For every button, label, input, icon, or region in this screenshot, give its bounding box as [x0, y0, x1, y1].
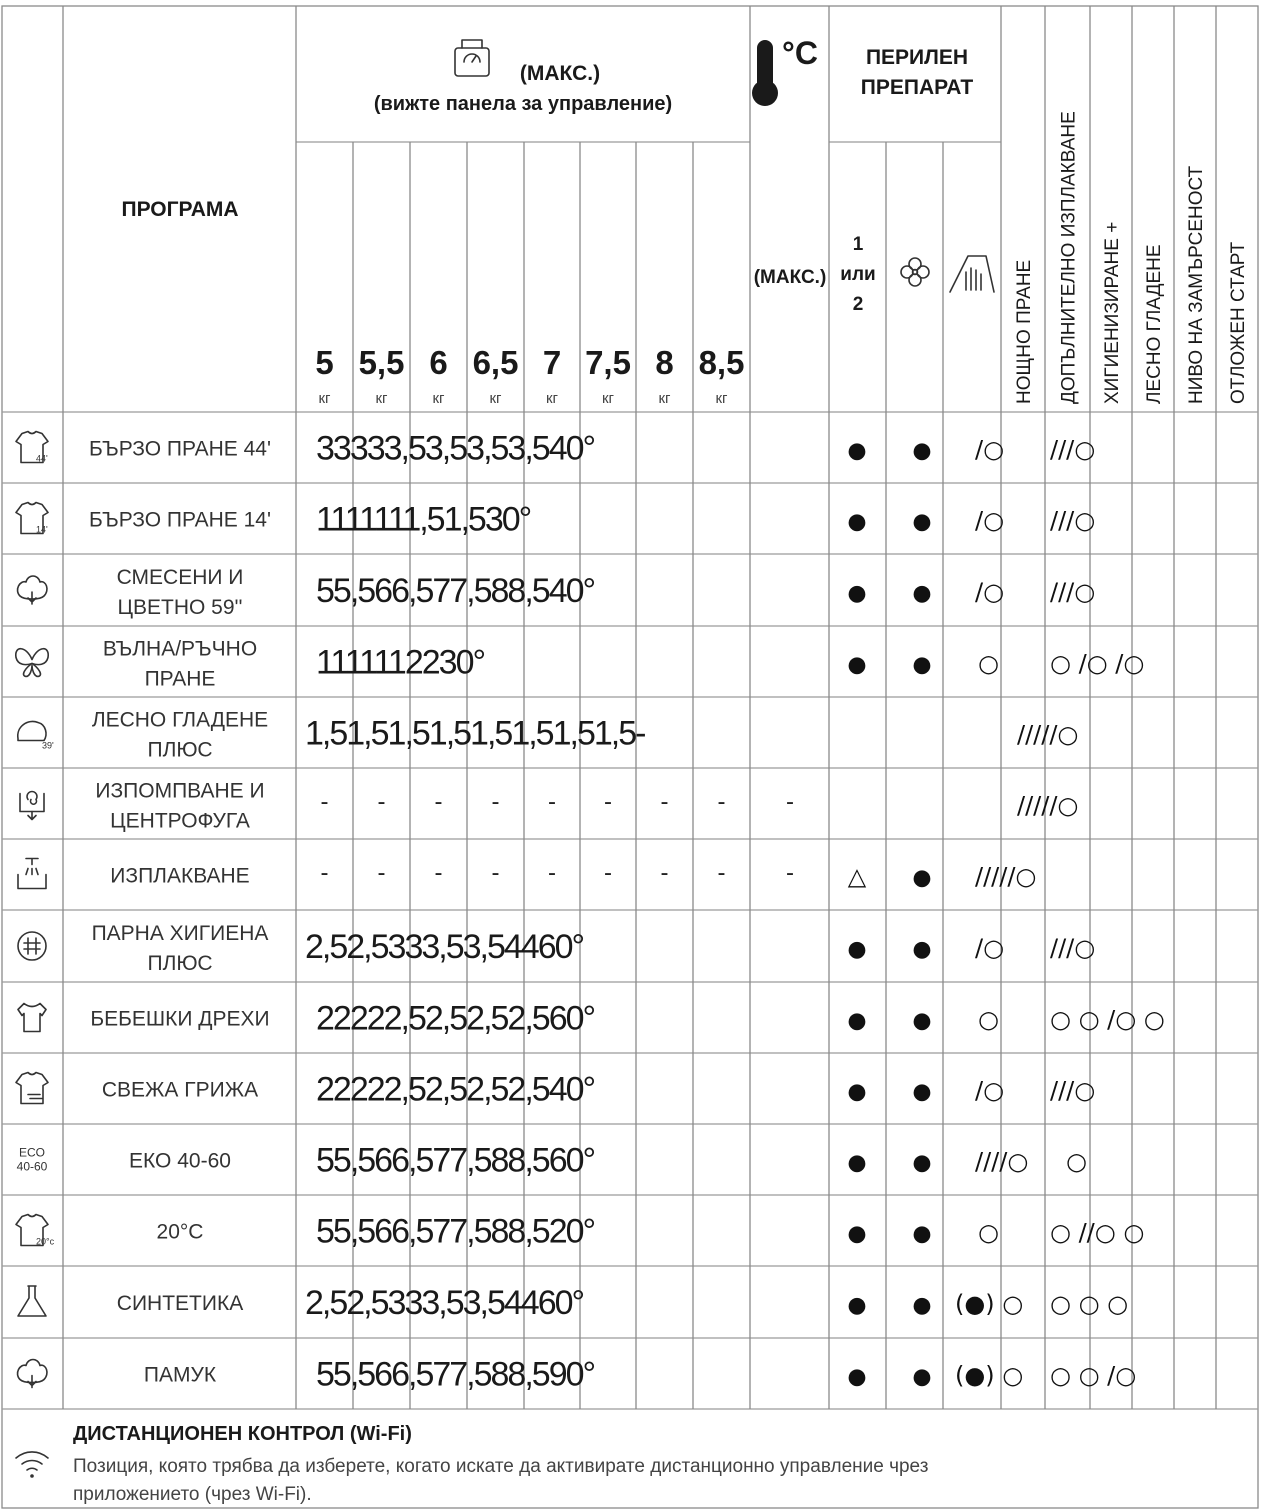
detergent-marker: ●	[847, 438, 867, 464]
program-name: ИЗПОМПВАНЕ И	[95, 779, 265, 803]
option-header: ЛЕСНО ГЛАДЕНЕ	[1144, 244, 1165, 404]
capacity-unit: кг	[658, 390, 671, 407]
capacity-unit: кг	[375, 390, 388, 407]
option-marks: (●) ○	[955, 1290, 1024, 1318]
table-row	[18, 566, 1096, 619]
option-marks: ○	[978, 649, 999, 678]
option-header: НОЩНО ПРАНЕ	[1014, 259, 1035, 404]
option-marks: /○	[975, 1076, 1005, 1105]
program-rows	[16, 430, 1165, 1394]
option-marks: /////○	[975, 862, 1037, 891]
option-header: НИВО НА ЗАМЪРСЕНОСТ	[1186, 165, 1207, 404]
empty-value: -	[717, 788, 726, 816]
empty-value: -	[717, 859, 726, 887]
load-max-label: (МАКС.)	[519, 62, 601, 85]
program-name: БЪРЗО ПРАНЕ 44'	[89, 437, 271, 461]
load-temperature-values: 55,566,577,588,540°	[316, 572, 595, 610]
empty-value: -	[434, 859, 443, 887]
table-row	[18, 709, 1079, 762]
easy-iron-icon	[18, 721, 54, 750]
capacity-unit: кг	[489, 390, 502, 407]
empty-value: -	[377, 859, 386, 887]
table-row	[18, 1284, 1128, 1322]
load-temperature-values: 55,566,577,588,520°	[316, 1212, 595, 1251]
program-name: БЪРЗО ПРАНЕ 14'	[89, 508, 271, 532]
svg-text:20°c: 20°c	[36, 1236, 55, 1247]
option-marks-extra: ///○	[1050, 1076, 1096, 1105]
eco-40-60-icon	[17, 1146, 48, 1174]
load-temperature-values: 1111111,51,530°	[316, 500, 531, 539]
detergent-marker: ●	[847, 1364, 867, 1390]
table-row	[17, 1142, 1087, 1180]
svg-text:14': 14'	[36, 524, 48, 535]
option-header: ОТЛОЖЕН СТАРТ	[1228, 241, 1249, 404]
capacity-value: 7	[542, 344, 562, 381]
baby-clothes-icon	[18, 1004, 46, 1032]
svg-text:ECO: ECO	[18, 1145, 46, 1160]
steam-hygiene-icon	[18, 932, 46, 960]
empty-value: -	[434, 788, 443, 816]
table-row	[18, 1000, 1165, 1038]
option-marks-extra: ○ //○ ○	[1050, 1218, 1145, 1247]
synthetics-icon	[18, 1286, 46, 1316]
table-row	[18, 922, 1095, 975]
option-marks: /○	[975, 506, 1005, 535]
detergent-marker: ●	[847, 509, 867, 535]
scale-icon	[455, 40, 489, 76]
shirt-44-icon	[16, 432, 48, 464]
detergent-marker: ●	[847, 1008, 867, 1034]
temperature-unit-label: °C	[782, 35, 818, 71]
load-hint-label: (вижте панела за управление)	[373, 93, 673, 115]
option-marks: ////○	[975, 1147, 1029, 1176]
option-marks-extra: ///○	[1050, 435, 1096, 464]
program-column-header: ПРОГРАМА	[121, 198, 239, 221]
empty-value: -	[548, 788, 556, 816]
option-marks-extra: ○	[1066, 1147, 1087, 1176]
capacity-value: 7,5	[585, 344, 631, 381]
capacity-value: 6,5	[472, 344, 519, 381]
table-header	[121, 35, 994, 315]
program-name: СВЕЖА ГРИЖА	[101, 1078, 259, 1102]
program-name: БЕБЕШКИ ДРЕХИ	[90, 1007, 270, 1031]
option-marks: /○	[975, 934, 1005, 962]
empty-value: -	[660, 788, 669, 816]
temperature-max-label: (МАКС.)	[753, 267, 827, 288]
softener-marker: ●	[912, 1079, 932, 1105]
option-marks-extra: ///○	[1050, 506, 1096, 535]
shirt-20c-icon	[16, 1215, 55, 1247]
softener-marker: ●	[912, 509, 932, 535]
wifi-description-line2: приложението (чрез Wi-Fi).	[73, 1484, 312, 1505]
program-name: ЕКО 40-60	[129, 1149, 231, 1173]
softener-marker: ●	[912, 1150, 932, 1176]
softener-marker: ●	[912, 1221, 932, 1247]
capacity-value: 5	[315, 344, 334, 381]
wifi-title: ДИСТАНЦИОНЕН КОНТРОЛ (Wi-Fi)	[73, 1423, 412, 1445]
table-row	[16, 1213, 1144, 1251]
detergent-title-line2: ПРЕПАРАТ	[860, 76, 974, 99]
load-temperature-values: 55,566,577,588,590°	[316, 1355, 595, 1394]
option-marks: (●) ○	[955, 1361, 1024, 1390]
svg-text:39': 39'	[42, 740, 54, 751]
hand-wash-icon	[950, 256, 994, 292]
program-name: ЛЕСНО ГЛАДЕНЕ	[91, 708, 269, 732]
table-row	[16, 1071, 1095, 1109]
program-name: СМЕСЕНИ И	[116, 566, 244, 589]
option-marks-extra: ○ ○ /○	[1050, 1361, 1137, 1390]
softener-marker: ●	[912, 1364, 932, 1390]
program-name: ИЗПЛАКВАНЕ	[110, 864, 250, 888]
detergent-marker: ●	[847, 1293, 867, 1318]
rinse-icon	[18, 859, 46, 889]
capacity-headers	[315, 344, 744, 407]
program-name: ВЪЛНА/РЪЧНО	[102, 637, 258, 661]
load-temperature-values: 1111112230°	[316, 643, 485, 682]
option-marks: /○	[975, 578, 1005, 606]
detergent-title-line1: ПЕРИЛЕН	[865, 46, 969, 69]
option-marks-extra: /////○	[1017, 791, 1079, 820]
empty-value: -	[491, 788, 500, 816]
capacity-unit: кг	[432, 390, 445, 407]
wifi-description-line1: Позиция, която трябва да изберете, когато искате да активирате дистанционно управление чрез	[73, 1456, 929, 1477]
capacity-unit: кг	[545, 390, 559, 407]
detergent-marker: △	[847, 862, 867, 891]
empty-value: -	[786, 788, 794, 816]
detergent-slot-line1: 1	[852, 234, 864, 255]
load-temperature-values: 22222,52,52,52,540°	[316, 1070, 595, 1109]
cotton-icon	[18, 1360, 47, 1388]
empty-value: -	[320, 859, 329, 887]
detergent-marker: ●	[847, 652, 867, 678]
table-row	[16, 501, 1095, 539]
empty-value: -	[604, 788, 612, 816]
softener-marker: ●	[912, 438, 932, 464]
shirt-14-icon	[16, 503, 48, 535]
thermometer-icon	[752, 40, 778, 106]
softener-marker: ●	[912, 652, 932, 678]
load-temperature-values: 22222,52,52,52,560°	[316, 999, 595, 1038]
empty-value: -	[604, 859, 612, 887]
program-name-line2: ПЛЮС	[147, 952, 213, 975]
program-name: 20°C	[156, 1220, 204, 1244]
table-row	[16, 430, 1095, 468]
detergent-slot-line2: или	[840, 264, 876, 285]
option-marks: ○	[978, 1218, 999, 1247]
program-name-line2: ПЛЮС	[147, 738, 213, 762]
option-marks: /○	[975, 435, 1005, 464]
load-temperature-values: 33333,53,53,53,540°	[316, 429, 595, 468]
program-name: ПАРНА ХИГИЕНА	[91, 922, 269, 945]
capacity-value: 8	[655, 344, 674, 381]
option-marks-extra: ///○	[1050, 934, 1096, 962]
detergent-marker: ●	[847, 1221, 867, 1247]
empty-value: -	[786, 859, 794, 887]
wifi-icon	[16, 1452, 48, 1478]
program-name-line2: ЦЕНТРОФУГА	[110, 809, 250, 833]
fresh-care-icon	[16, 1073, 48, 1104]
option-marks-extra: ○ ○ ○	[1050, 1290, 1129, 1318]
capacity-value: 8,5	[698, 344, 745, 381]
option-marks-extra: ///○	[1050, 578, 1096, 606]
table-row	[18, 1356, 1137, 1394]
capacity-unit: кг	[601, 390, 615, 407]
load-temperature-values: 2,52,5333,53,54460°	[305, 928, 584, 966]
svg-text:40-60: 40-60	[16, 1159, 48, 1174]
softener-marker: ●	[912, 865, 932, 891]
program-name: СИНТЕТИКА	[116, 1292, 244, 1315]
wifi-footer	[16, 1423, 928, 1505]
softener-marker: ●	[912, 581, 932, 606]
capacity-unit: кг	[715, 390, 728, 407]
table-row	[18, 859, 1036, 891]
detergent-marker: ●	[847, 1150, 867, 1176]
option-marks-extra: ○ ○ /○ ○	[1050, 1005, 1165, 1034]
softener-flower-icon	[901, 258, 929, 286]
softener-marker: ●	[912, 1293, 932, 1318]
table-row	[20, 780, 1078, 833]
softener-marker: ●	[912, 937, 932, 962]
option-header: ХИГИЕНИЗИРАНЕ +	[1102, 221, 1123, 404]
load-temperature-values: 2,52,5333,53,54460°	[305, 1284, 584, 1322]
empty-value: -	[660, 859, 669, 887]
capacity-value: 5,5	[358, 344, 405, 381]
capacity-unit: кг	[318, 390, 331, 407]
empty-value: -	[377, 788, 386, 816]
empty-value: -	[548, 859, 556, 887]
svg-text:44': 44'	[36, 453, 48, 464]
option-marks-extra: /////○	[1017, 720, 1079, 749]
program-name-line2: ПРАНЕ	[144, 667, 216, 691]
option-marks-extra: ○ /○ /○	[1050, 649, 1145, 678]
load-temperature-values: 55,566,577,588,560°	[316, 1141, 595, 1180]
capacity-value: 6	[429, 344, 448, 381]
butterfly-icon	[16, 649, 48, 677]
detergent-marker: ●	[847, 581, 867, 606]
program-name: ПАМУК	[143, 1363, 217, 1387]
detergent-marker: ●	[847, 1079, 867, 1105]
empty-value: -	[320, 788, 329, 816]
option-header: ДОПЪЛНИТЕЛНО ИЗПЛАКВАНЕ	[1058, 111, 1080, 404]
softener-marker: ●	[912, 1008, 932, 1034]
detergent-slot-line3: 2	[852, 294, 864, 315]
mixed-colors-icon	[18, 576, 47, 604]
option-marks: ○	[978, 1005, 999, 1034]
detergent-marker: ●	[847, 937, 867, 962]
load-temperature-values: 1,51,51,51,51,51,51,51,5-	[305, 714, 645, 753]
program-name-line2: ЦВЕТНО 59''	[117, 596, 243, 619]
drain-spin-icon	[20, 792, 44, 820]
empty-value: -	[491, 859, 500, 887]
